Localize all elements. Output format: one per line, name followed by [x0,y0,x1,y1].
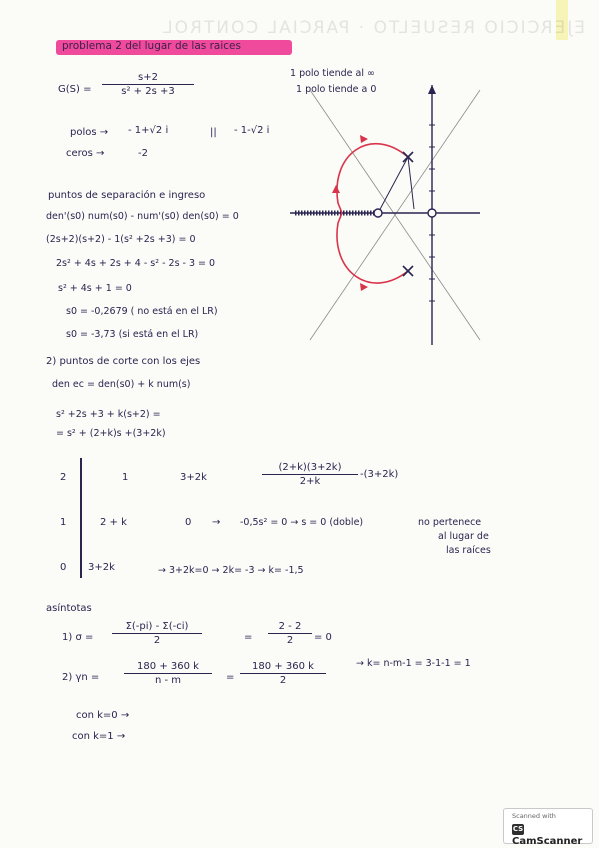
fraction-bar [112,633,202,634]
bleed-through-text: EJERCICIO RESUELTO · PARCIAL CONTROL [161,18,585,38]
asymptote-1-den-2: 2 [286,635,294,646]
routh-r0-c1: 3+2k [88,562,115,573]
locus-arrow [360,283,368,291]
fraction-bar [240,673,326,674]
asymptote-k1: con k=1 → [72,731,126,742]
routh-order-0: 0 [60,562,67,573]
routh-divider [80,458,82,578]
gs-numerator: s+2 [138,72,158,83]
camscanner-logo-icon: CS [512,825,524,833]
axes-cut-title: 2) puntos de corte con los ejes [46,356,201,367]
asymptotes-title: asíntotas [46,603,92,614]
routh-order-2: 2 [60,472,67,483]
den-ec-line-1: s² +2s +3 + k(s+2) = [56,409,161,420]
separation-formula: den'(s0) num(s0) - num'(s0) den(s0) = 0 [46,211,239,222]
asymptote-2-k: → k= n-m-1 = 3-1-1 = 1 [356,658,471,669]
routh-r1-note-3: las raíces [446,545,491,556]
construction-line [378,157,408,213]
gs-label: G(S) = [58,84,92,95]
fraction-bar [268,633,312,634]
watermark-line-1: Scanned with [512,812,556,820]
separation-step-1: (2s+2)(s+2) - 1(s² +2s +3) = 0 [46,234,196,245]
den-ec-line-2: = s² + (2+k)s +(3+2k) [56,428,166,439]
camscanner-watermark [503,808,593,847]
note-pole-zero: 1 polo tiende a 0 [296,84,377,95]
separation-title: puntos de separación e ingreso [48,190,206,201]
pole-marker [403,266,413,276]
locus-arrow [360,135,368,143]
axis-arrow [428,85,436,94]
routh-r1-c2: 0 [185,517,192,528]
routh-r1-equation: -0,5s² = 0 → s = 0 (doble) [240,517,364,528]
watermark-brand: CamScanner [512,835,583,847]
fraction-bar [262,474,358,475]
asymptote-1-fraction-2 [268,621,312,646]
separation-step-2: 2s² + 4s + 2s + 4 - s² - 2s - 3 = 0 [56,258,216,269]
asymptote-1-num-2: 2 - 2 [278,621,302,632]
locus-arrow [332,185,340,193]
routh-r0-equation: → 3+2k=0 → 2k= -3 → k= -1,5 [158,565,304,576]
title-highlight [56,40,292,55]
asymptote-1-label: 1) σ = [62,632,94,643]
note-pole-infinity: 1 polo tiende al ∞ [290,68,375,79]
construction-line [408,157,414,209]
asymptote-2-den-2: 2 [279,675,287,686]
asymptote-2-fraction [124,661,212,686]
routh-r2-c2: 3+2k [180,472,207,483]
poles-separator: || [210,127,217,138]
origin-marker [428,209,436,217]
watermark-line-2 [512,824,592,847]
asymptote-1-fraction [112,621,202,646]
asymptote-1-num: Σ(-pi) - Σ(-ci) [125,621,189,632]
asymptote-2-den: n - m [154,675,182,686]
routh-aux-fraction [262,462,358,487]
routh-r1-c1: 2 + k [100,517,127,528]
asymptote-1-equals: = [244,632,253,643]
page-title: problema 2 del lugar de las raices [62,40,241,52]
zero-1: -2 [138,148,148,159]
asymptote-2-num: 180 + 360 k [137,661,199,672]
asymptote-2-label: 2) γn = [62,672,100,683]
zeros-label: ceros → [66,148,105,159]
routh-aux-tail: -(3+2k) [360,469,399,480]
routh-aux-num: (2+k)(3+2k) [278,462,342,473]
pole-1: - 1+√2 i [128,125,169,136]
asymptote-2-equals: = [226,672,235,683]
zero-marker [374,209,382,217]
locus-upper-branch [337,144,408,213]
routh-r1-arrow: → [212,517,221,528]
routh-order-1: 1 [60,517,67,528]
separation-step-3: s² + 4s + 1 = 0 [58,283,132,294]
separation-root-1: s0 = -0,2679 ( no está en el LR) [66,306,218,317]
gs-denominator: s² + 2s +3 [121,86,175,97]
separation-root-2: s0 = -3,73 (si está en el LR) [66,329,199,340]
asymptote-k0: con k=0 → [76,710,130,721]
asymptote-2-fraction-2 [240,661,326,686]
fraction-bar [102,84,194,85]
routh-aux-den: 2+k [299,476,321,487]
root-locus-sketch [290,85,480,345]
den-ec: den ec = den(s0) + k num(s) [52,379,191,390]
routh-r1-note-2: al lugar de [438,531,489,542]
pole-2: - 1-√2 i [234,125,270,136]
fraction-bar [124,673,212,674]
poles-label: polos → [70,127,109,138]
routh-r2-c1: 1 [122,472,129,483]
asymptote-2-num-2: 180 + 360 k [252,661,314,672]
routh-r1-note-1: no pertenece [418,517,482,528]
asymptote-1-result: = 0 [314,632,332,643]
gs-fraction [102,72,194,97]
asymptote-1-den: 2 [153,635,161,646]
